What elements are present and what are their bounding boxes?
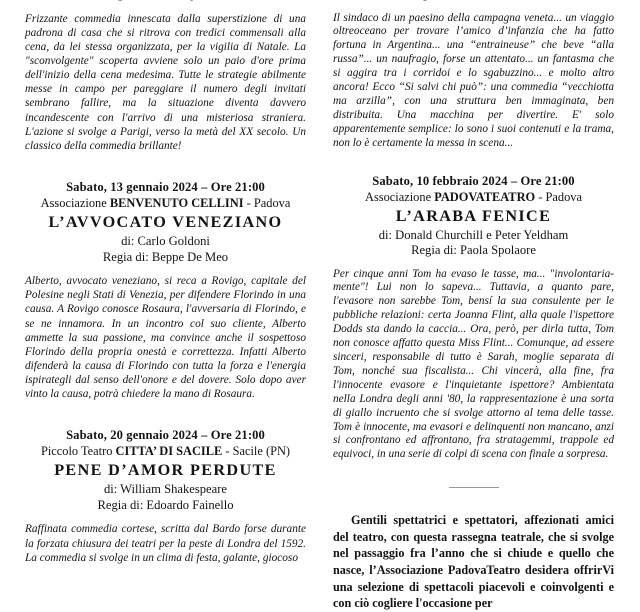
company-prefix: Piccolo Teatro [40,444,116,459]
show-datetime: Sabato, 10 febbraio 2024 – Ore 21:00 [372,173,575,188]
horizontal-rule [449,487,499,488]
closing-note: Gentili spettatrici e spettatori, affezionati amici del teatro, con questa rassegna teatrale, che si svolge nel passaggio fra l’anno che si chiude e quello che nasce, l’Associazione PadovaTeatro desidera offrirVi una selezione di spettacoli piacevoli e coinvolgenti e con ciò cogliere l'occasione per [333,513,614,611]
synopsis-paragraph: Il sindaco di un paesino della campagna veneta... un viaggio oltreoceano per trovare l’amico d’infanzia che ha fatto fortuna in Argentina... una “entraineuse” che beve “alla russa”... un naufragio, forse un attentato... un fantasma che si aggira tra i corridoi e lo sgabuzzino... e molto altro ancora! Ecco “Si salvi chi può”: una commedia “vecchiotta ma arzilla”, con una struttura ben immaginata, ben distribuita. Una macchina per divertire. E' solo apparentemente semplice: lo sono i suoi contenuti e la trama, non lo è certamente la messa in scena... [333,11,614,149]
show-title: L’AVVOCATO VENEZIANO [48,213,283,232]
right-column [333,0,614,612]
show-title: PENE D’AMOR PERDUTE [54,461,277,480]
spacer [333,259,614,268]
director-line: Regia di: Edoardo Fainello [97,497,234,512]
synopsis-paragraph: Alberto, avvocato veneziano, si reca a Rovigo, capitale del Polesine negli Stati di Venezia, per difendere Florindo in una causa. A Rovigo conosce Rosaura, l'avversaria di Florindo, e se ne innamora. In un incontro col suo cliente, Alberto ammette la sua passione, ma convince anche il sospettoso Florindo della propria onestà e correttezza. Infatti Alberto difenderà la causa di Florindo con tutta la forza e l'energia ispirategli dal senso dell'onore e del dovere. Solo dopo aver vinto la causa, potrà chiedere la mano di Rosaura. [25,275,306,401]
director-line: Regia di: Beppe De Meo [102,249,229,264]
company-suffix: - Sacile (PN) [222,444,291,459]
show-heading [25,179,306,265]
synopsis-paragraph: Per cinque anni Tom ha evaso le tasse, ma... "involontaria-mente"! Lui non lo sapeva... Tuttavia, a quanto pare, l'evasore non sarebbe Tom, bensí la sua consulente per le pubbliche relazioni: certa Joanna Flint, alla quale l'ispettore Dodds sta dando la caccia... Ora, però, per dirla tutta, Tom non conosce affatto questa Miss Flint... Comunque, ad essere sinceri, responsabile di tutto è Sarah, moglie separata di Tom, nonché sua fiscalista... Chi vincerà, alla fine, fra l'innocente evasore e l'inquietante ispettore? Ambientata nella Londra degli anni '80, la rappresentazione è una sorta di giallo incruento che si svolge attorno al tema delle tasse. Tom è innocente, ma evasori e delinquenti non mancano, anzi si confrontano ed affrontano, fra stratagemmi, trappole ed equivoci, in una serie di colpi di scena con finale a sorpresa. [333,267,614,461]
spacer [333,151,614,173]
author-line: di: William Shakespeare [103,482,228,497]
author-line: di: Carlo Goldoni [121,234,210,249]
show-company [25,195,306,211]
show-title: L’ARABA FENICE [395,206,552,225]
company-name: CITTA’ DI SACILE [115,444,223,459]
company-prefix: Associazione [365,189,435,204]
spacer [25,513,306,522]
company-name: BENVENUTO CELLINI [109,196,244,211]
section-divider [333,462,614,512]
company-suffix: - Padova [243,196,291,211]
show-heading [333,173,614,259]
show-datetime: Sabato, 13 gennaio 2024 – Ore 21:00 [66,180,265,195]
synopsis-paragraph: Raffinata commedia cortese, scritta dal Bardo forse durante la forzata chiusura dei teatri per la peste di Londra del 1592. La commedia si svolge in un clima di festa, galante, giocoso [25,523,306,564]
spacer [25,401,306,427]
spacer [25,3,306,12]
company-name: PADOVATEATRO [434,189,536,204]
left-column [25,0,306,565]
show-datetime: Sabato, 20 gennaio 2024 – Ore 21:00 [66,428,265,443]
show-heading [25,427,306,513]
spacer [25,265,306,274]
company-prefix: Associazione [40,196,110,211]
show-company [333,189,614,205]
company-suffix: - Padova [535,189,582,204]
spacer [25,153,306,179]
director-line: Regia di: Paola Spolaore [411,243,536,258]
synopsis-paragraph: Frizzante commedia innescata dalla superstizione di una padrona di casa che si ritrova con tredici commensali alla cena, da lei stessa organizzata, per la vigilia di Natale. La "sconvolgente" scoperta avviene solo un paio d'ore prima dell'inizio della cena medesima. Tutte le strategie abilmente messe in campo per pareggiare il numero degli invitati sembrano fallire, ma la situazione diventa davvero incandescente con l'arrivo di una misteriosa straniera. L'azione si svolge a Parigi, verso la metà del XX secolo. Un classico della commedia brillante! [25,12,306,152]
spacer [333,3,614,12]
author-line: di: Donald Churchill e Peter Yeldham [378,227,569,242]
show-company [25,443,306,459]
